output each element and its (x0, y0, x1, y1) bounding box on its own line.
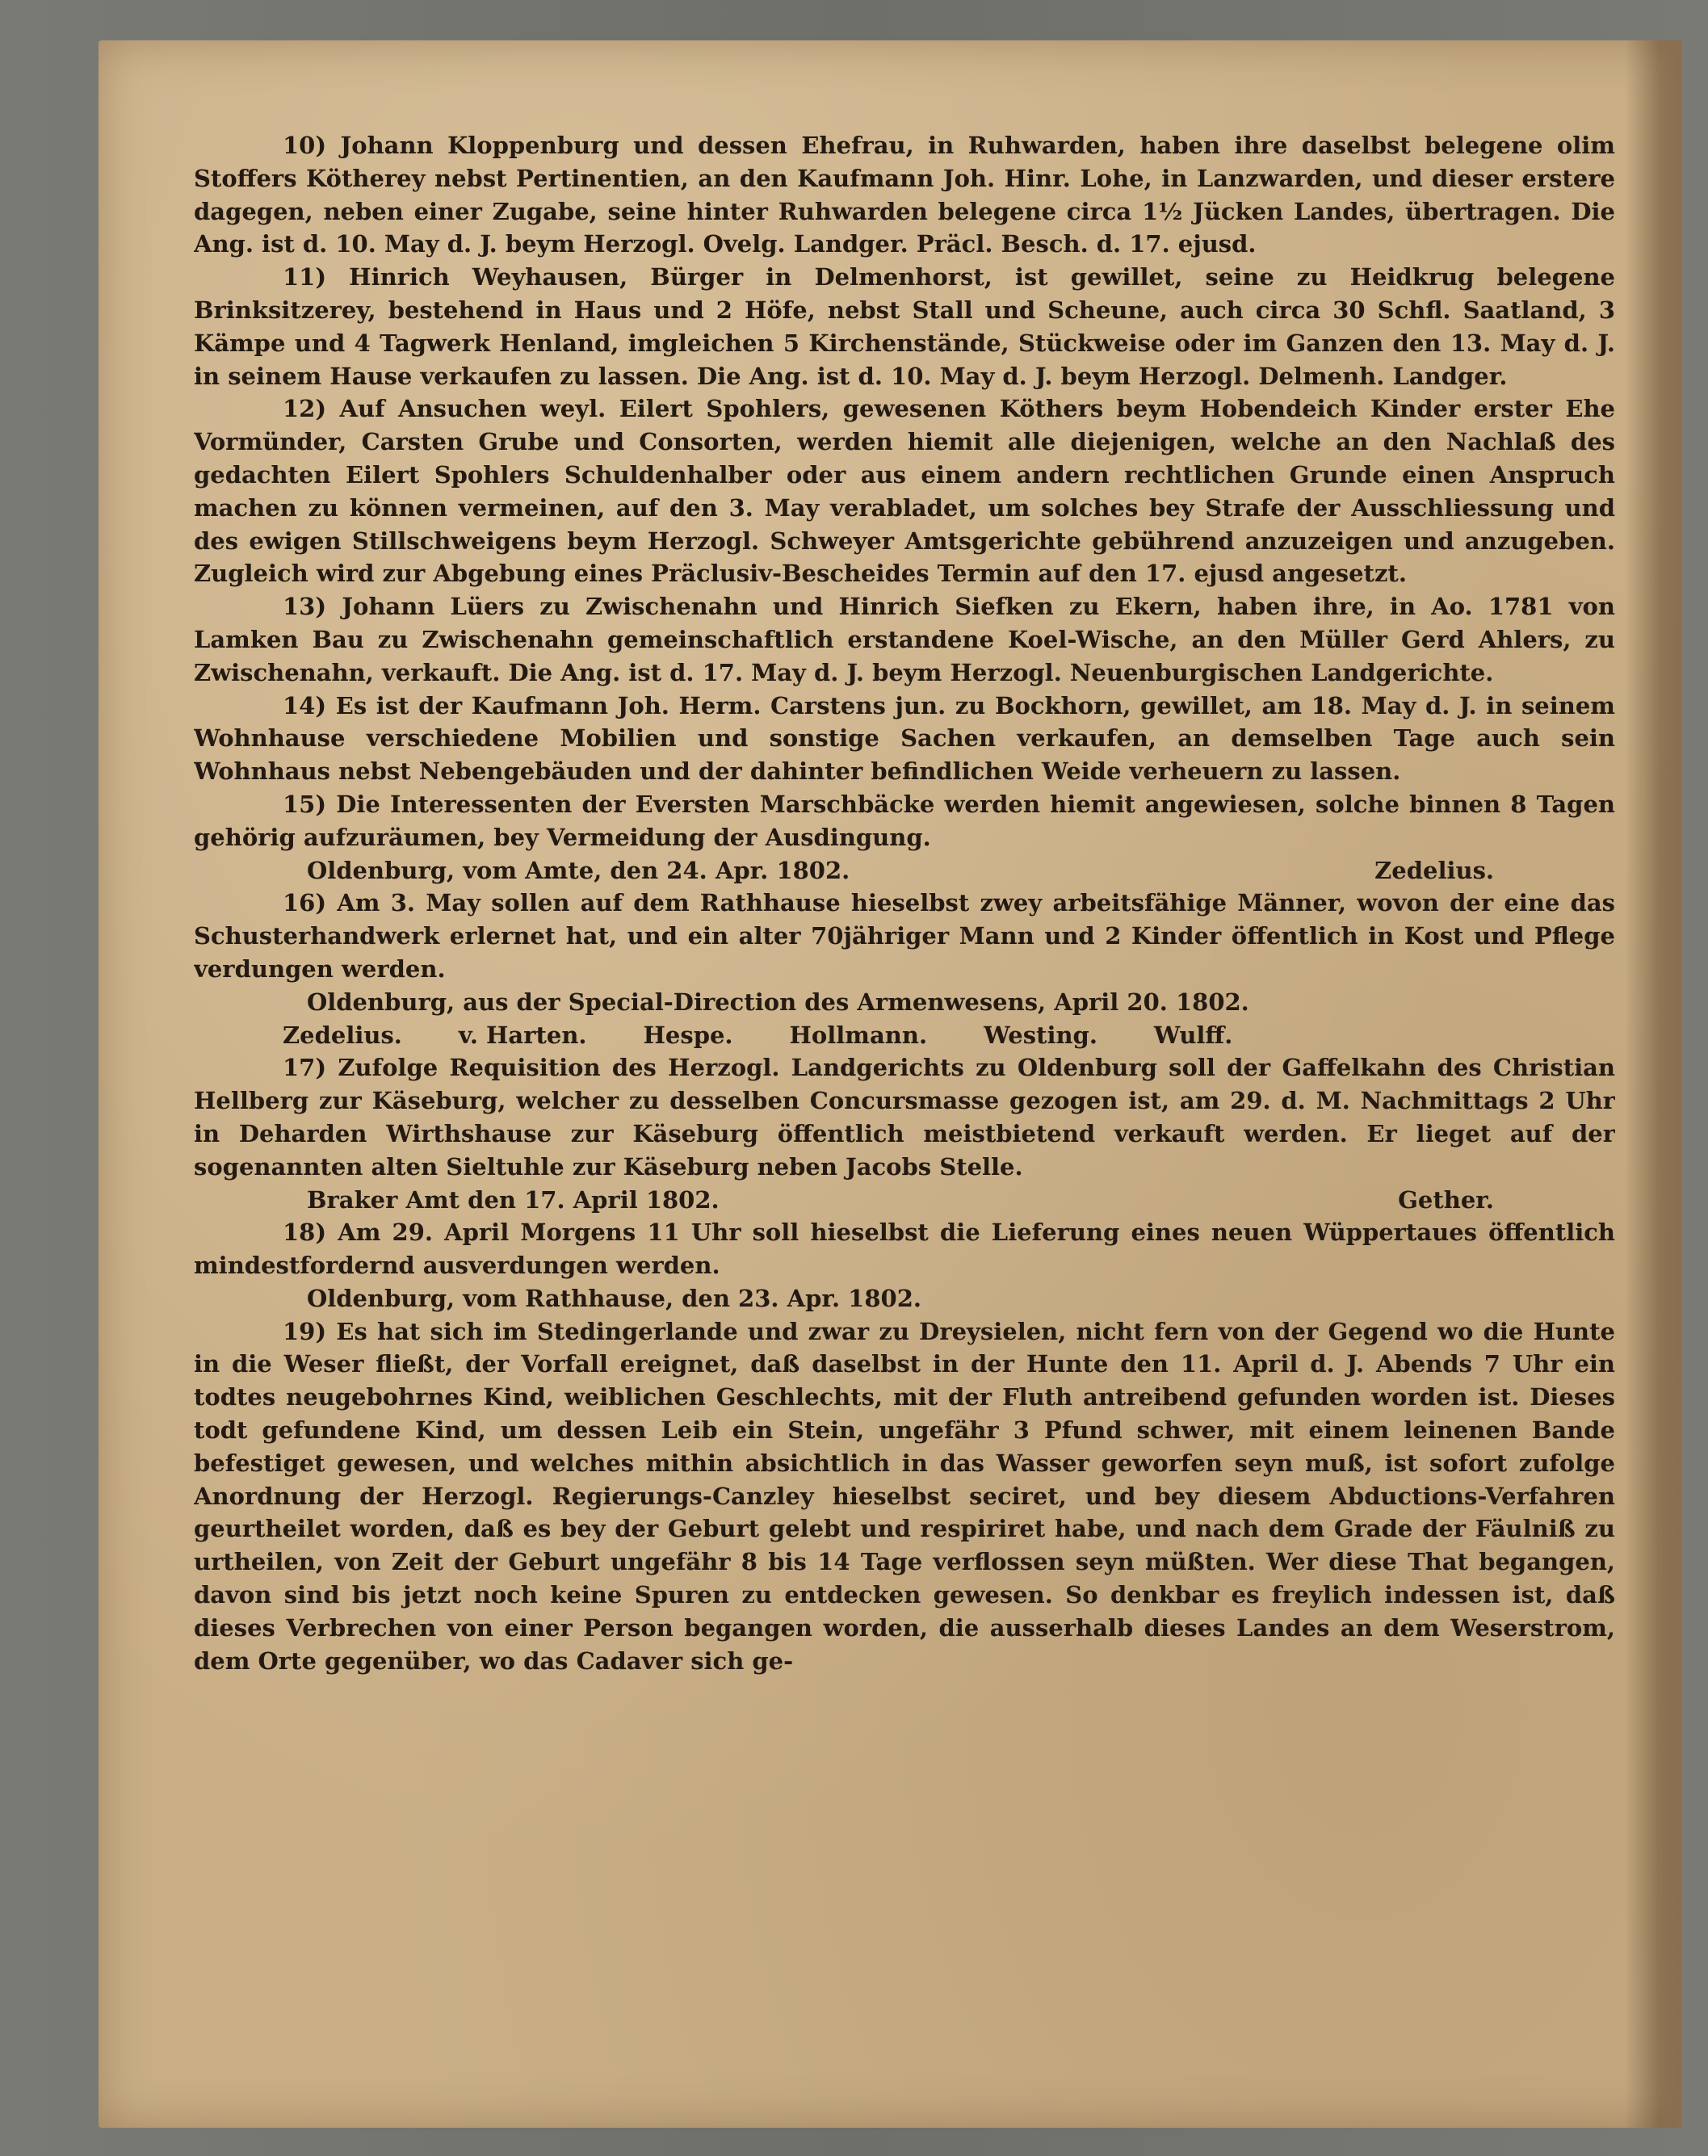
notice-14: 14) Es ist der Kaufmann Joh. Herm. Carstens jun. zu Bockhorn, gewillet, am 18. May d. J. in seinem Wohnhause verschiedene Mobilien und sonstige Sachen verkaufen, an demselben Tage auch sein Wohnhaus nebst Nebengebäuden und der dahinter befindlichen Weide verheuern zu lassen. (194, 691, 1615, 786)
signature-15-name: Zedelius. (1374, 856, 1494, 884)
signature-16-place: Oldenburg, aus der Special-Direction des Armenwesens, April 20. 1802. (307, 988, 1249, 1016)
notice-13: 13) Johann Lüers zu Zwischenahn und Hinrich Siefken zu Ekern, haben ihre, in Ao. 1781 von Lamken Bau zu Zwischenahn gemeinschaftlich erstandene Koel-Wische, an den Müller Gerd Ahlers, zu Zwischenahn, verkauft. Die Ang. ist d. 17. May d. J. beym Herzogl. Neuenburgischen Landgerichte. (194, 593, 1615, 686)
signatory-name: Westing. (984, 1021, 1097, 1049)
notice-19: 19) Es hat sich im Stedingerlande und zwar zu Dreysielen, nicht fern von der Gegend wo die Hunte in die Weser fließt, der Vorfall ereignet, daß daselbst in der Hunte den 11. April d. J. Abends 7 Uhr ein todtes neugebohrnes Kind, weiblichen Geschlechts, mit der Fluth antreibend gefunden worden ist. Dieses todt gefundene Kind, um dessen Leib ein Stein, ungefähr 3 Pfund schwer, mit einem leinenen Bande befestiget gewesen, und welches mithin absichtlich in das Wasser geworfen seyn muß, ist sofort zufolge Anordnung der Herzogl. Regierungs-Canzley hieselbst seciret, und bey diesem Abductions-Verfahren geurtheilet worden, daß es bey der Geburt gelebt und respiriret habe, und nach dem Grade der Fäulniß zu urtheilen, von Zeit der Geburt ungefähr 8 bis 14 Tage verflossen seyn müßten. Wer diese That begangen, davon sind bis jetzt noch keine Spuren zu entdecken gewesen. So denkbar es freylich indessen ist, daß dieses Verbrechen von einer Person begangen worden, die ausserhalb dieses Landes an dem Weserstrom, dem Orte gegenüber, wo das Cadaver sich ge- (194, 1317, 1615, 1675)
page-gutter-shadow (1625, 40, 1681, 2128)
notice-17: 17) Zufolge Requisition des Herzogl. Landgerichts zu Oldenburg soll der Gaffelkahn des Christian Hellberg zur Käseburg, welcher zu desselben Concursmasse gezogen ist, am 29. d. M. Nachmittags 2 Uhr in Deharden Wirthshause zur Käseburg öffentlich meistbietend verkauft werden. Er lieget auf der sogenannten alten Sieltuhle zur Käseburg neben Jacobs Stelle. (194, 1054, 1615, 1181)
page-text (194, 129, 1615, 2108)
signature-17-name: Gether. (1398, 1185, 1494, 1214)
signature-16-names (194, 1019, 1615, 1052)
signature-18-place: Oldenburg, vom Rathhause, den 23. Apr. 1802. (307, 1284, 921, 1312)
signatory-name: Zedelius. (283, 1021, 402, 1049)
notice-12: 12) Auf Ansuchen weyl. Eilert Spohlers, gewesenen Köthers beym Hobendeich Kinder erster Ehe Vormünder, Carsten Grube und Consorten, werden hiemit alle diejenigen, welche an den Nachlaß des gedachten Eilert Spohlers Schuldenhalber oder aus einem andern rechtlichen Grunde einen Anspruch machen zu können vermeinen, auf den 3. May verabladet, um solches bey Strafe der Ausschliessung und des ewigen Stillschweigens beym Herzogl. Schweyer Amtsgerichte gebührend anzuzeigen und anzugeben. Zugleich wird zur Abgebung eines Präclusiv-Bescheides Termin auf den 17. ejusd angesetzt. (194, 395, 1615, 588)
signatory-name: Wulff. (1153, 1021, 1233, 1049)
signature-17 (194, 1184, 1615, 1217)
signature-17-place: Braker Amt den 17. April 1802. (307, 1185, 720, 1214)
notice-18: 18) Am 29. April Morgens 11 Uhr soll hieselbst die Lieferung eines neuen Wüppertaues öffentlich mindestfordernd ausverdungen werden. (194, 1219, 1615, 1280)
notice-10: 10) Johann Kloppenburg und dessen Ehefrau, in Ruhwarden, haben ihre daselbst belegene olim Stoffers Kötherey nebst Pertinentien, an den Kaufmann Joh. Hinr. Lohe, in Lanzwarden, und dieser erstere dagegen, neben einer Zugabe, seine hinter Ruhwarden belegene circa 1½ Jücken Landes, übertragen. Die Ang. ist d. 10. May d. J. beym Herzogl. Ovelg. Landger. Präcl. Besch. d. 17. ejusd. (194, 132, 1615, 258)
signatory-name: Hespe. (643, 1021, 733, 1049)
signature-15 (194, 854, 1615, 887)
notice-16: 16) Am 3. May sollen auf dem Rathhause hieselbst zwey arbeitsfähige Männer, wovon der eine das Schusterhandwerk erlernet hat, und ein alter 70jähriger Mann und 2 Kinder öffentlich in Kost und Pflege verdungen werden. (194, 889, 1615, 983)
signatory-name: Hollmann. (789, 1021, 928, 1049)
signature-15-place: Oldenburg, vom Amte, den 24. Apr. 1802. (307, 856, 850, 884)
signatory-name: v. Harten. (458, 1021, 587, 1049)
notice-15: 15) Die Interessenten der Eversten Marschbäcke werden hiemit angewiesen, solche binnen 8 Tagen gehörig aufzuräumen, bey Vermeidung der Ausdingung. (194, 790, 1615, 851)
notice-11: 11) Hinrich Weyhausen, Bürger in Delmenhorst, ist gewillet, seine zu Heidkrug belegene Brinksitzerey, bestehend in Haus und 2 Höfe, nebst Stall und Scheune, auch circa 30 Schfl. Saatland, 3 Kämpe und 4 Tagwerk Henland, imgleichen 5 Kirchenstände, Stückweise oder im Ganzen den 13. May d. J. in seinem Hause verkaufen zu lassen. Die Ang. ist d. 10. May d. J. beym Herzogl. Delmenh. Landger. (194, 263, 1615, 390)
